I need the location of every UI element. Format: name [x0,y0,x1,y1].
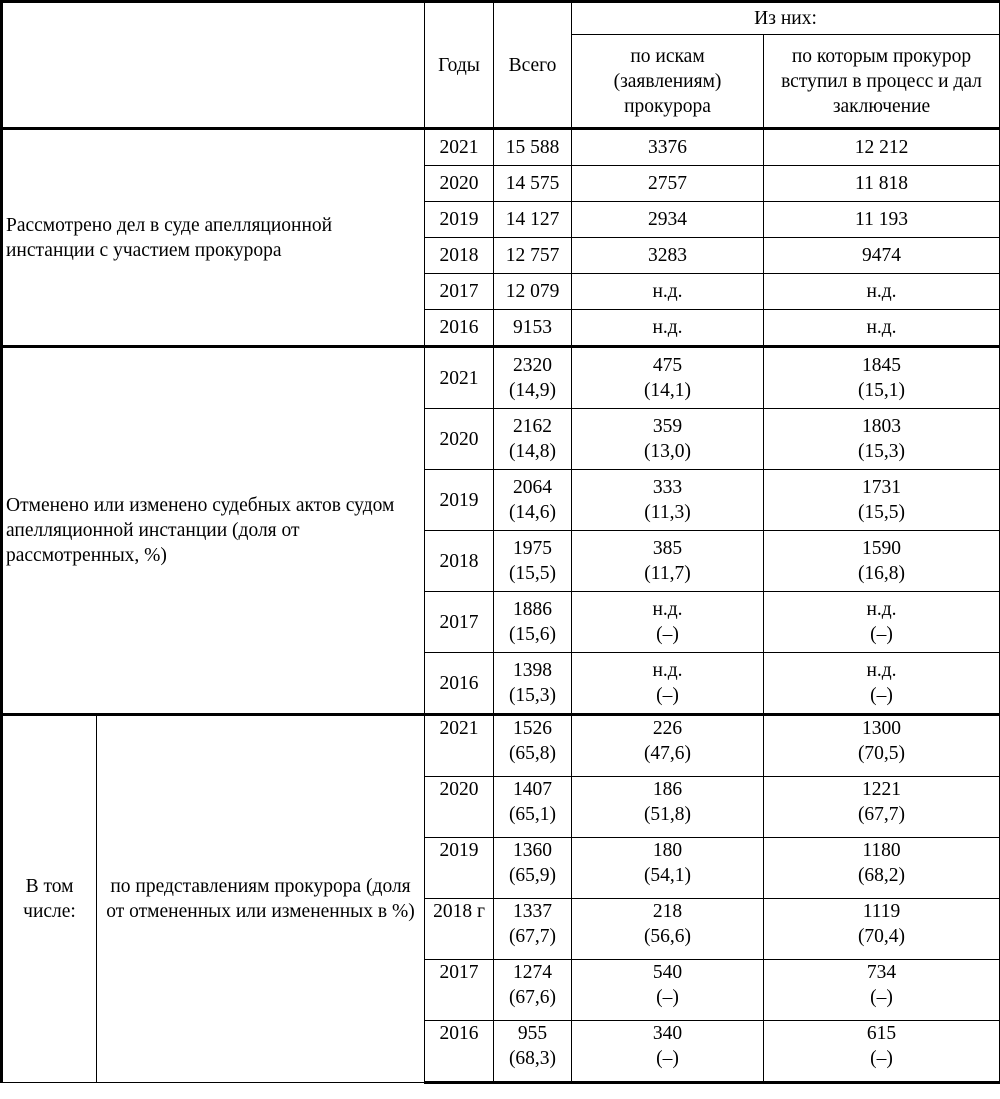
cell-value: 9474 [862,245,901,266]
table-cell [494,470,572,531]
table-cell [764,1021,1000,1083]
cell-value: 1845 [862,355,901,376]
cell-value: 9153 [513,317,552,338]
cell-value: 2020 [439,428,479,450]
table-cell [494,653,572,715]
cell-value: н.д. [652,599,683,620]
table-cell [764,838,1000,899]
table-cell [572,310,764,347]
cell-value: 2016 [439,1023,479,1044]
cell-value: 15 588 [505,137,560,158]
cell-value: 2018 [439,550,479,572]
cell-value: 2018 г [433,901,485,922]
header-total: Всего [494,2,572,129]
cell-percent: (–) [656,685,679,706]
table-cell [425,129,494,166]
cell-value: 2017 [439,611,479,633]
cell-percent: (68,3) [508,1048,557,1069]
cell-percent: (11,3) [644,502,691,523]
table-cell [494,129,572,166]
cell-value: 1274 [513,962,552,983]
cell-value: 12 079 [505,281,560,302]
table-cell [494,409,572,470]
cell-percent: (15,6) [508,624,557,645]
cell-percent: (67,7) [857,804,906,825]
cell-value: н.д. [652,317,683,338]
table-cell [572,653,764,715]
table-cell [494,310,572,347]
table-cell [425,531,494,592]
cell-percent: (65,1) [508,804,557,825]
cell-value: 385 [652,538,683,559]
header-of-them: Из них: [572,2,1000,35]
cell-percent: (–) [870,1048,893,1069]
table-cell [764,238,1000,274]
cell-value: 2021 [439,137,479,158]
table-cell [425,310,494,347]
table-cell [494,715,572,777]
table-cell [494,238,572,274]
cell-value: 2162 [513,416,552,437]
cell-value: 1119 [862,901,901,922]
cell-percent: (67,7) [508,926,557,947]
table-cell [494,777,572,838]
table-cell [764,274,1000,310]
table-cell [764,960,1000,1021]
cell-value: н.д. [866,317,897,338]
cell-value: 1180 [862,840,901,861]
table-cell [764,310,1000,347]
table-cell [764,202,1000,238]
table-cell [572,129,764,166]
cell-value: 2019 [439,489,479,511]
table-cell [572,531,764,592]
cell-percent: (56,6) [643,926,692,947]
cell-value: 2020 [439,779,479,800]
cell-percent: (13,0) [643,441,692,462]
table-cell [425,166,494,202]
cell-percent: (15,3) [857,441,906,462]
cell-value: 1221 [862,779,901,800]
cell-percent: (14,1) [643,380,692,401]
table-cell [494,960,572,1021]
table-row [2,347,1000,409]
header-years: Годы [425,2,494,129]
cell-value: 2019 [439,840,479,861]
cell-value: 1526 [513,718,552,739]
cell-value: 2016 [439,672,479,694]
cell-percent: (15,5) [508,563,557,584]
table-cell [425,347,494,409]
cell-value: 2018 [439,245,479,266]
table-cell [425,470,494,531]
cell-value: 1337 [513,901,552,922]
table-cell [764,470,1000,531]
table-cell [764,129,1000,166]
cell-value: н.д. [866,281,897,302]
cell-percent: (70,4) [857,926,906,947]
cell-value: 2064 [513,477,552,498]
header-joined: по которым прокурор вступил в процесс и дал заключение [764,35,1000,129]
cell-value: 475 [652,355,683,376]
cell-value: 218 [652,901,683,922]
table-cell [764,653,1000,715]
table-cell [572,202,764,238]
cell-value: 2020 [439,173,479,194]
cell-percent: (–) [870,685,893,706]
header-claims: по искам (заявлениям) прокурора [572,35,764,129]
section-label: по представлениям прокурора (доля от отмененных или измененных в %) [97,715,425,1083]
cell-value: 1731 [862,477,901,498]
cell-value: 2021 [439,718,479,739]
cell-value: 1590 [862,538,901,559]
cell-percent: (65,8) [508,743,557,764]
cell-value: 955 [517,1023,548,1044]
cell-value: н.д. [866,660,897,681]
table-cell [425,202,494,238]
cell-percent: (47,6) [643,743,692,764]
cell-value: 12 212 [854,137,909,158]
cell-percent: (51,8) [643,804,692,825]
table-cell [494,166,572,202]
cell-percent: (65,9) [508,865,557,886]
cell-value: 2017 [439,281,479,302]
cell-value: 14 575 [505,173,560,194]
table-cell [425,899,494,960]
cell-value: 12 757 [505,245,560,266]
table-cell [494,1021,572,1083]
table-cell [572,470,764,531]
section-prefix: В том числе: [2,715,97,1083]
table-cell [764,777,1000,838]
cell-value: 2019 [439,209,479,230]
table-cell [494,899,572,960]
table-row [2,715,1000,777]
table-cell [572,1021,764,1083]
cell-percent: (14,9) [508,380,557,401]
cell-value: 615 [866,1023,897,1044]
table-cell [764,347,1000,409]
cell-value: 734 [866,962,897,983]
section-label: Рассмотрено дел в суде апелляционной инстанции с участием прокурора [2,129,425,347]
cell-value: 340 [652,1023,683,1044]
table-cell [425,592,494,653]
cell-value: 180 [652,840,683,861]
table-cell [764,409,1000,470]
header-empty-cell [2,2,425,129]
cell-value: 14 127 [505,209,560,230]
cell-percent: (15,1) [857,380,906,401]
table-cell [494,592,572,653]
table-cell [425,960,494,1021]
header-row-top [2,2,1000,35]
table-cell [572,838,764,899]
table-cell [572,592,764,653]
cell-value: 11 193 [855,209,908,230]
cell-percent: (–) [656,987,679,1008]
cell-percent: (54,1) [643,865,692,886]
cell-percent: (11,7) [644,563,691,584]
table-cell [425,653,494,715]
cell-percent: (–) [656,1048,679,1069]
cell-value: 1407 [513,779,552,800]
cell-value: н.д. [866,599,897,620]
table-cell [572,166,764,202]
cell-value: 2017 [439,962,479,983]
section-label: Отменено или изменено судебных актов судом апелляционной инстанции (доля от рассмотренных, %) [2,347,425,715]
cell-value: 1886 [513,599,552,620]
cell-value: н.д. [652,660,683,681]
table-cell [494,531,572,592]
table-cell [425,409,494,470]
table-cell [764,899,1000,960]
table-cell [494,202,572,238]
table-cell [572,899,764,960]
cell-percent: (68,2) [857,865,906,886]
cell-value: 2934 [648,209,687,230]
cell-percent: (–) [870,987,893,1008]
table-cell [572,347,764,409]
cell-percent: (70,5) [857,743,906,764]
table-cell [764,531,1000,592]
cell-value: 359 [652,416,683,437]
table-cell [494,347,572,409]
table-cell [425,274,494,310]
cell-percent: (–) [870,624,893,645]
table-cell [425,1021,494,1083]
cell-value: 2320 [513,355,552,376]
cell-value: 3376 [648,137,687,158]
cell-percent: (15,5) [857,502,906,523]
table-cell [764,715,1000,777]
cell-value: 2757 [648,173,687,194]
table-cell [572,274,764,310]
table-cell [494,838,572,899]
cell-value: 333 [652,477,683,498]
cell-percent: (16,8) [857,563,906,584]
table-cell [425,238,494,274]
table-cell [572,238,764,274]
table-row [2,129,1000,166]
cell-value: 11 818 [855,173,908,194]
table-cell [425,715,494,777]
cell-value: 1398 [513,660,552,681]
cell-percent: (15,3) [508,685,557,706]
table-cell [425,838,494,899]
table-cell [572,960,764,1021]
cell-value: 1975 [513,538,552,559]
cell-value: н.д. [652,281,683,302]
cell-value: 1360 [513,840,552,861]
table-cell [572,409,764,470]
table-cell [572,715,764,777]
cell-value: 1300 [862,718,901,739]
table-cell [425,777,494,838]
table-cell [494,274,572,310]
cell-value: 226 [652,718,683,739]
cell-percent: (14,8) [508,441,557,462]
table-cell [764,166,1000,202]
table-cell [572,777,764,838]
cell-value: 3283 [648,245,687,266]
cell-value: 540 [652,962,683,983]
table-cell [764,592,1000,653]
cell-value: 2021 [439,367,479,389]
cell-percent: (–) [656,624,679,645]
cell-value: 2016 [439,317,479,338]
cell-percent: (14,6) [508,502,557,523]
cell-percent: (67,6) [508,987,557,1008]
cell-value: 1803 [862,416,901,437]
cell-value: 186 [652,779,683,800]
